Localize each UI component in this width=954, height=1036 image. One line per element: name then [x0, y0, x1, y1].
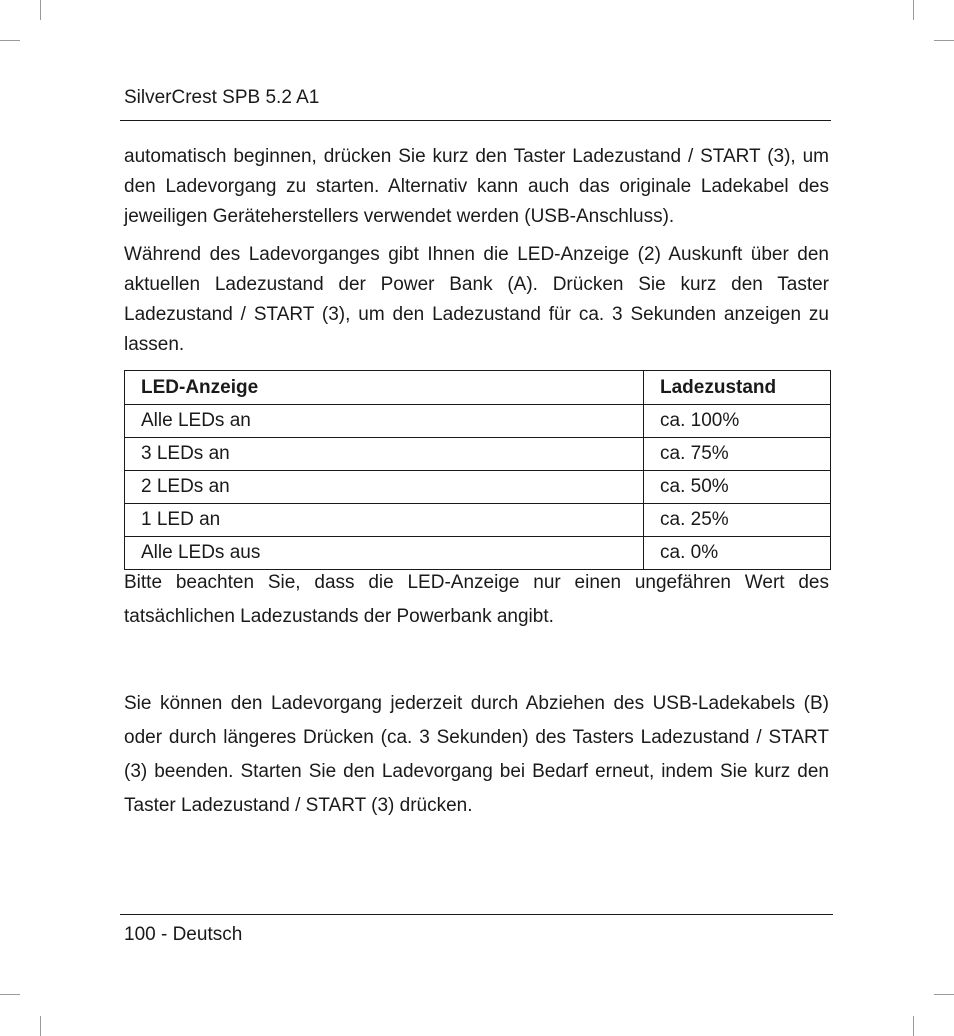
column-header-charge-level: Ladezustand	[644, 371, 831, 405]
crop-mark	[0, 994, 20, 995]
charge-level-cell: ca. 100%	[644, 405, 831, 438]
crop-mark	[0, 40, 20, 41]
charge-level-cell: ca. 75%	[644, 438, 831, 471]
page-number: 100 - Deutsch	[124, 924, 243, 945]
crop-mark	[40, 0, 41, 20]
paragraph-charging-start: automatisch beginnen, drücken Sie kurz den Taster Ladezustand / START (3), um den Ladevorgang zu starten. Alternativ kann auch das originale Ladekabel des jeweiligen Geräteherstellers verwendet werden (USB-Anschluss).	[124, 146, 829, 227]
header-title: SilverCrest SPB 5.2 A1	[124, 87, 320, 108]
table-row	[125, 471, 831, 504]
charge-level-cell: ca. 0%	[644, 537, 831, 570]
charge-level-cell: ca. 50%	[644, 471, 831, 504]
crop-mark	[913, 0, 914, 20]
table-row	[125, 537, 831, 570]
crop-mark	[934, 40, 954, 41]
led-status-table	[124, 370, 831, 570]
paragraph-approximate-note: Bitte beachten Sie, dass die LED-Anzeige nur einen ungefähren Wert des tatsächlichen Ladezustands der Powerbank angibt.	[124, 572, 829, 627]
led-state-cell: 2 LEDs an	[125, 471, 644, 504]
led-state-cell: Alle LEDs aus	[125, 537, 644, 570]
crop-mark	[40, 1016, 41, 1036]
paragraph-led-info: Während des Ladevorganges gibt Ihnen die LED-Anzeige (2) Auskunft über den aktuellen Ladezustand der Power Bank (A). Drücken Sie kurz den Taster Ladezustand / START (3), um den Ladezustand für ca. 3 Sekunden anzeigen zu lassen.	[124, 244, 829, 355]
table-header-row	[125, 371, 831, 405]
led-state-cell: 1 LED an	[125, 504, 644, 537]
column-header-led: LED-Anzeige	[125, 371, 644, 405]
led-state-cell: 3 LEDs an	[125, 438, 644, 471]
table-row	[125, 504, 831, 537]
charge-level-cell: ca. 25%	[644, 504, 831, 537]
crop-mark	[913, 1016, 914, 1036]
paragraph-stop-charging: Sie können den Ladevorgang jederzeit durch Abziehen des USB-Ladekabels (B) oder durch längeres Drücken (ca. 3 Sekunden) des Tasters Ladezustand / START (3) beenden. Starten Sie den Ladevorgang bei Bedarf erneut, indem Sie kurz den Taster Ladezustand / START (3) drücken.	[124, 693, 829, 816]
footer-rule	[120, 914, 833, 915]
table-row	[125, 438, 831, 471]
header-rule	[120, 120, 831, 121]
led-state-cell: Alle LEDs an	[125, 405, 644, 438]
table-row	[125, 405, 831, 438]
crop-mark	[934, 994, 954, 995]
